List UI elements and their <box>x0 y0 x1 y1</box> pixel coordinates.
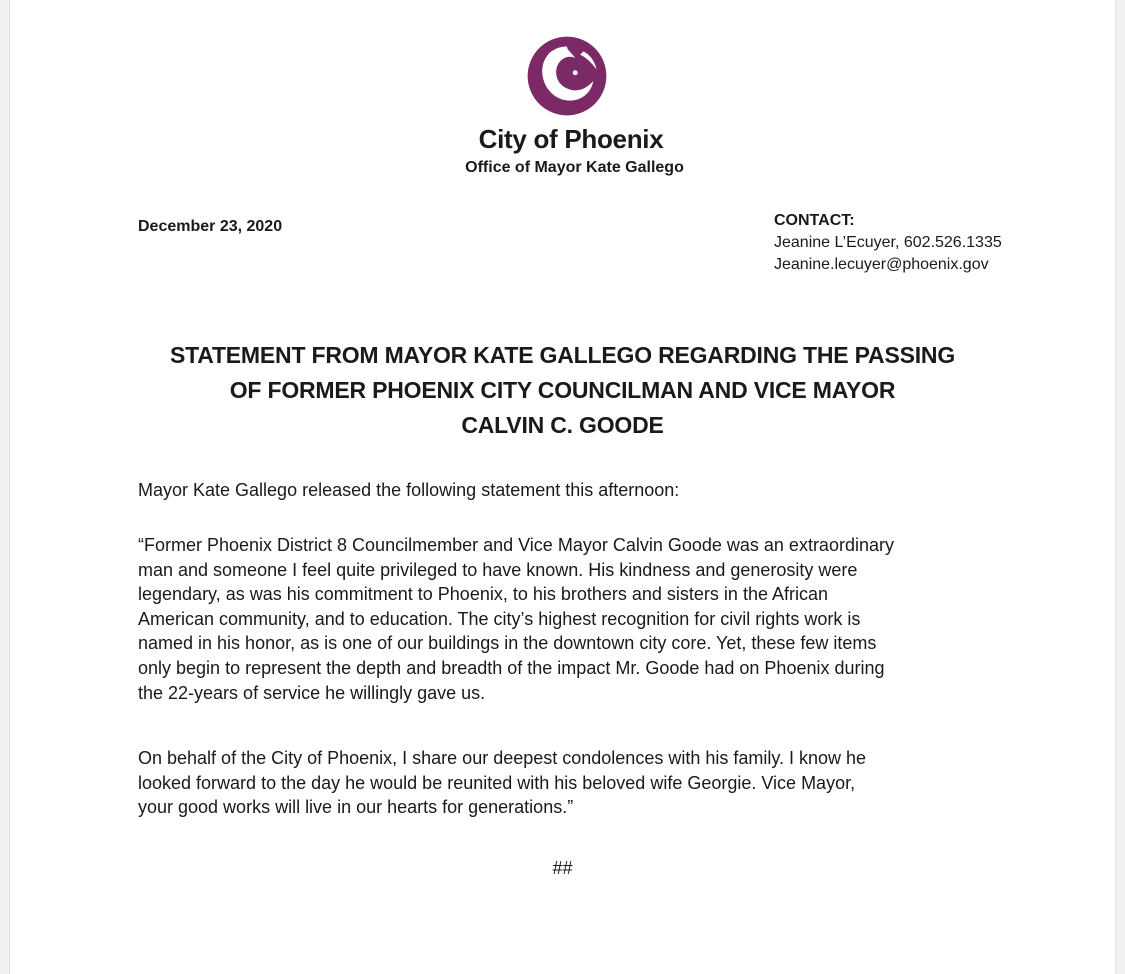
paragraph-line: looked forward to the day he would be reunited with his beloved wife Georgie. Vice Mayor, <box>138 772 856 793</box>
phoenix-bird-logo-icon <box>526 35 608 117</box>
paragraph-line: your good works will live in our hearts for generations.” <box>138 797 574 818</box>
headline-line: STATEMENT FROM MAYOR KATE GALLEGO REGARDING THE PASSING <box>169 342 956 368</box>
statement-paragraph-1 <box>138 533 988 705</box>
headline-line: OF FORMER PHOENIX CITY COUNCILMAN AND VICE MAYOR <box>229 377 896 403</box>
paragraph-line: American community, and to education. The city’s highest recognition for civil rights work is <box>138 608 861 629</box>
paragraph-line: On behalf of the City of Phoenix, I share our deepest condolences with his family. I know he <box>138 748 867 768</box>
contact-email: Jeanine.lecuyer@phoenix.gov <box>774 256 989 273</box>
paragraph-line: legendary, as was his commitment to Phoenix, to his brothers and sisters in the African <box>138 584 828 605</box>
paragraph-line: “Former Phoenix District 8 Councilmember and Vice Mayor Calvin Goode was an extraordinary <box>138 535 894 555</box>
contact-block <box>774 210 1002 276</box>
office-name: Office of Mayor Kate Gallego <box>465 159 684 176</box>
paragraph-line: the 22-years of service he willingly gave us. <box>138 682 486 703</box>
intro-text: Mayor Kate Gallego released the following statement this afternoon: <box>138 480 680 500</box>
end-mark: ## <box>552 858 573 878</box>
release-date: December 23, 2020 <box>138 218 283 235</box>
headline <box>100 338 1025 443</box>
paragraph-line: man and someone I feel quite privileged to have known. His kindness and generosity were <box>138 559 858 580</box>
contact-label: CONTACT: <box>774 212 855 229</box>
headline-line: CALVIN C. GOODE <box>461 412 664 438</box>
paragraph-line: named in his honor, as is one of our buildings in the downtown city core. Yet, these few items <box>138 633 877 654</box>
paragraph-line: only begin to represent the depth and breadth of the impact Mr. Goode had on Phoenix during <box>138 657 885 678</box>
statement-paragraph-2 <box>138 746 988 820</box>
org-name: City of Phoenix <box>478 124 664 154</box>
contact-name-phone: Jeanine L’Ecuyer, 602.526.1335 <box>774 234 1002 251</box>
